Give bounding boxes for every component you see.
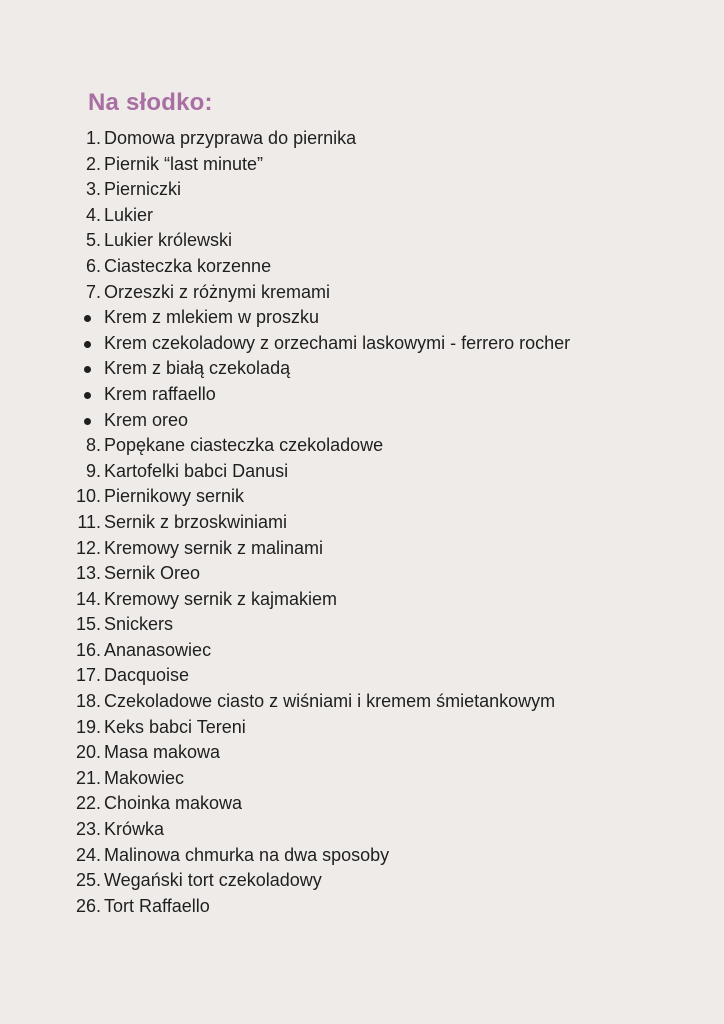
list-number: 19. [75,716,101,737]
list-number: 9. [85,460,101,481]
list-item-text: Piernikowy sernik [104,486,245,507]
sub-list-item [0,356,724,382]
list-item-text: Wegański tort czekoladowy [104,870,322,891]
list-number: 11. [77,511,101,532]
list-item-text: Krem oreo [104,409,189,430]
list-number: 7. [85,281,101,302]
list-item [0,433,724,459]
list-number: 3. [85,179,101,200]
list-number: 18. [75,691,101,712]
list-item [0,254,724,280]
list-item-text: Sernik z brzoskwiniami [104,511,288,532]
list-number: 2. [85,153,101,174]
list-number: 16. [75,639,101,660]
list-item-text: Ananasowiec [104,639,212,660]
list-number: 22. [75,793,101,814]
list-item [0,126,724,152]
list-item [0,177,724,203]
list-item [0,817,724,843]
list-item-text: Dacquoise [104,665,190,686]
list-item [0,689,724,715]
list-number: 23. [75,819,101,840]
bullet-icon [84,341,91,348]
list-number: 25. [75,870,101,891]
list-item-text: Lukier [104,204,154,225]
list-number: 13. [75,563,101,584]
bullet-icon [84,366,91,373]
list-item [0,510,724,536]
list-item-text: Makowiec [104,767,185,788]
list-number: 15. [75,614,101,635]
list-number: 17. [75,665,101,686]
bullet-icon [84,392,91,399]
list-item [0,536,724,562]
list-item-text: Czekoladowe ciasto z wiśniami i kremem śmietankowym [104,691,556,712]
list-item-text: Kremowy sernik z malinami [104,537,324,558]
list-item-text: Popękane ciasteczka czekoladowe [104,435,384,456]
bullet-icon [84,315,91,322]
list-item [0,663,724,689]
list-number: 26. [75,895,101,916]
list-item-text: Tort Raffaello [104,895,210,916]
list-number: 4. [85,204,101,225]
sub-list-item [0,382,724,408]
list-item [0,791,724,817]
sub-list-item [0,305,724,331]
list-item [0,228,724,254]
list-item-text: Choinka makowa [104,793,243,814]
list-item-text: Orzeszki z różnymi kremami [104,281,331,302]
list-item-text: Piernik “last minute” [104,153,264,174]
list-item [0,561,724,587]
list-number: 5. [85,230,101,251]
list-item-text: Krem czekoladowy z orzechami laskowymi - ferrero rocher [104,332,571,353]
list-item-text: Krem z mlekiem w proszku [104,307,320,328]
list-item-text: Sernik Oreo [104,563,201,584]
list-item [0,280,724,306]
sub-list-item [0,408,724,434]
list-item [0,638,724,664]
list-item-text: Krem raffaello [104,383,216,404]
list-number: 14. [75,588,101,609]
list-item-text: Krem z białą czekoladą [104,358,291,379]
list-item-text: Snickers [104,614,174,635]
list-item-text: Lukier królewski [104,230,233,251]
recipe-list [0,126,724,919]
list-item-text: Pierniczki [104,179,182,200]
bullet-icon [84,418,91,425]
list-item [0,484,724,510]
list-number: 6. [85,255,101,276]
list-number: 21. [75,767,101,788]
list-number: 24. [75,844,101,865]
list-number: 20. [75,742,101,763]
list-item [0,203,724,229]
list-item-text: Masa makowa [104,742,221,763]
list-item-text: Malinowa chmurka na dwa sposoby [104,844,390,865]
list-item [0,740,724,766]
sub-list-item [0,331,724,357]
list-item-text: Keks babci Tereni [104,716,246,737]
list-item [0,894,724,920]
list-item [0,612,724,638]
list-item [0,715,724,741]
list-item [0,766,724,792]
list-item [0,868,724,894]
list-item-text: Krówka [104,819,165,840]
list-item [0,459,724,485]
list-item-text: Kartofelki babci Danusi [104,460,289,481]
list-item-text: Kremowy sernik z kajmakiem [104,588,338,609]
list-item [0,843,724,869]
list-number: 1. [85,128,101,148]
list-item [0,152,724,178]
list-item-text: Ciasteczka korzenne [104,255,272,276]
list-item [0,587,724,613]
list-item-text: Domowa przyprawa do piernika [104,128,357,148]
list-number: 12. [75,537,101,558]
list-number: 10. [75,486,101,507]
section-heading: Na słodko: [88,89,213,116]
list-number: 8. [85,435,101,456]
